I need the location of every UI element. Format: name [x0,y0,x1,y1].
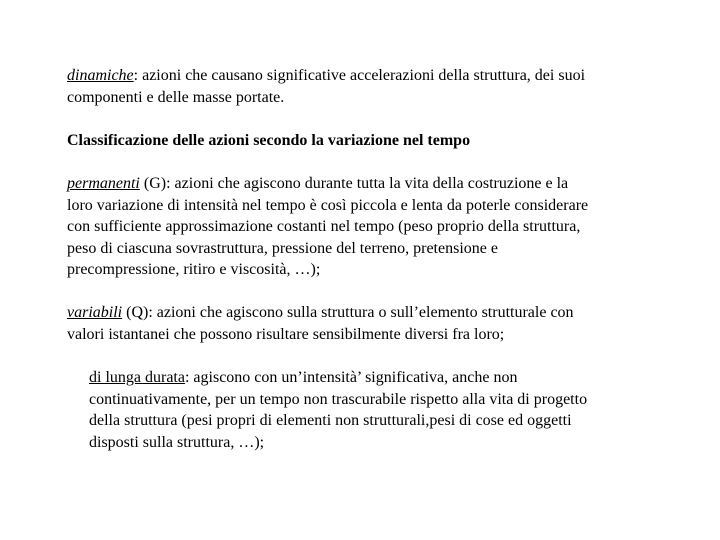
definition-permanenti-text-1: : azioni che agiscono durante tutta la vita della costruzione e la [166,175,569,192]
section-heading: Classificazione delle azioni secondo la variazione nel tempo [67,132,471,149]
definition-permanenti-text-5: precompressione, ritiro e viscosità, …); [67,261,321,278]
symbol-g: (G) [139,175,167,192]
term-lunga-durata: di lunga durata [89,369,185,386]
definition-dinamiche-line-1 [67,65,667,87]
definition-permanenti-line-1 [67,173,667,195]
definition-variabili-line-1 [67,302,667,324]
definition-dinamiche-text-2: componenti e delle masse portate. [67,88,285,106]
symbol-q: (Q) [122,304,149,321]
definition-lunga-durata-text-3: della struttura (pesi propri di elementi non strutturali,pesi di cose ed oggetti [89,412,572,429]
definition-variabili-text-2: valori istantanei che possono risultare sensibilmente diversi fra loro; [67,325,505,343]
term-variabili: variabili [67,304,123,321]
definition-permanenti [67,173,667,281]
term-permanenti: permanenti [67,175,140,192]
term-dinamiche: dinamiche [67,67,134,84]
definition-lunga-durata [89,367,669,453]
definition-lunga-durata-line-1 [89,367,669,389]
definition-lunga-durata-text-2: continuativamente, per un tempo non trascurabile rispetto alla vita di progetto [89,390,588,408]
definition-variabili-text-1: : azioni che agiscono sulla struttura o sull’elemento strutturale con [148,304,574,321]
definition-permanenti-text-2: loro variazione di intensità nel tempo è così piccola e lenta da poterle considerare [67,196,589,214]
definition-lunga-durata-text-4: disposti sulla struttura, …); [89,433,265,451]
definition-lunga-durata-text-1: : agiscono con un’intensità’ significativa, anche non [184,369,518,386]
definition-permanenti-text-3: con sufficiente approssimazione costanti nel tempo (peso proprio della struttura, [67,218,581,235]
definition-dinamiche [67,65,667,108]
definition-variabili [67,302,667,345]
definition-permanenti-text-4: peso di ciascuna sovrastruttura, pressione del terreno, pretensione e [67,239,498,257]
definition-dinamiche-text-1: : azioni che causano significative accelerazioni della struttura, dei suoi [133,67,586,84]
